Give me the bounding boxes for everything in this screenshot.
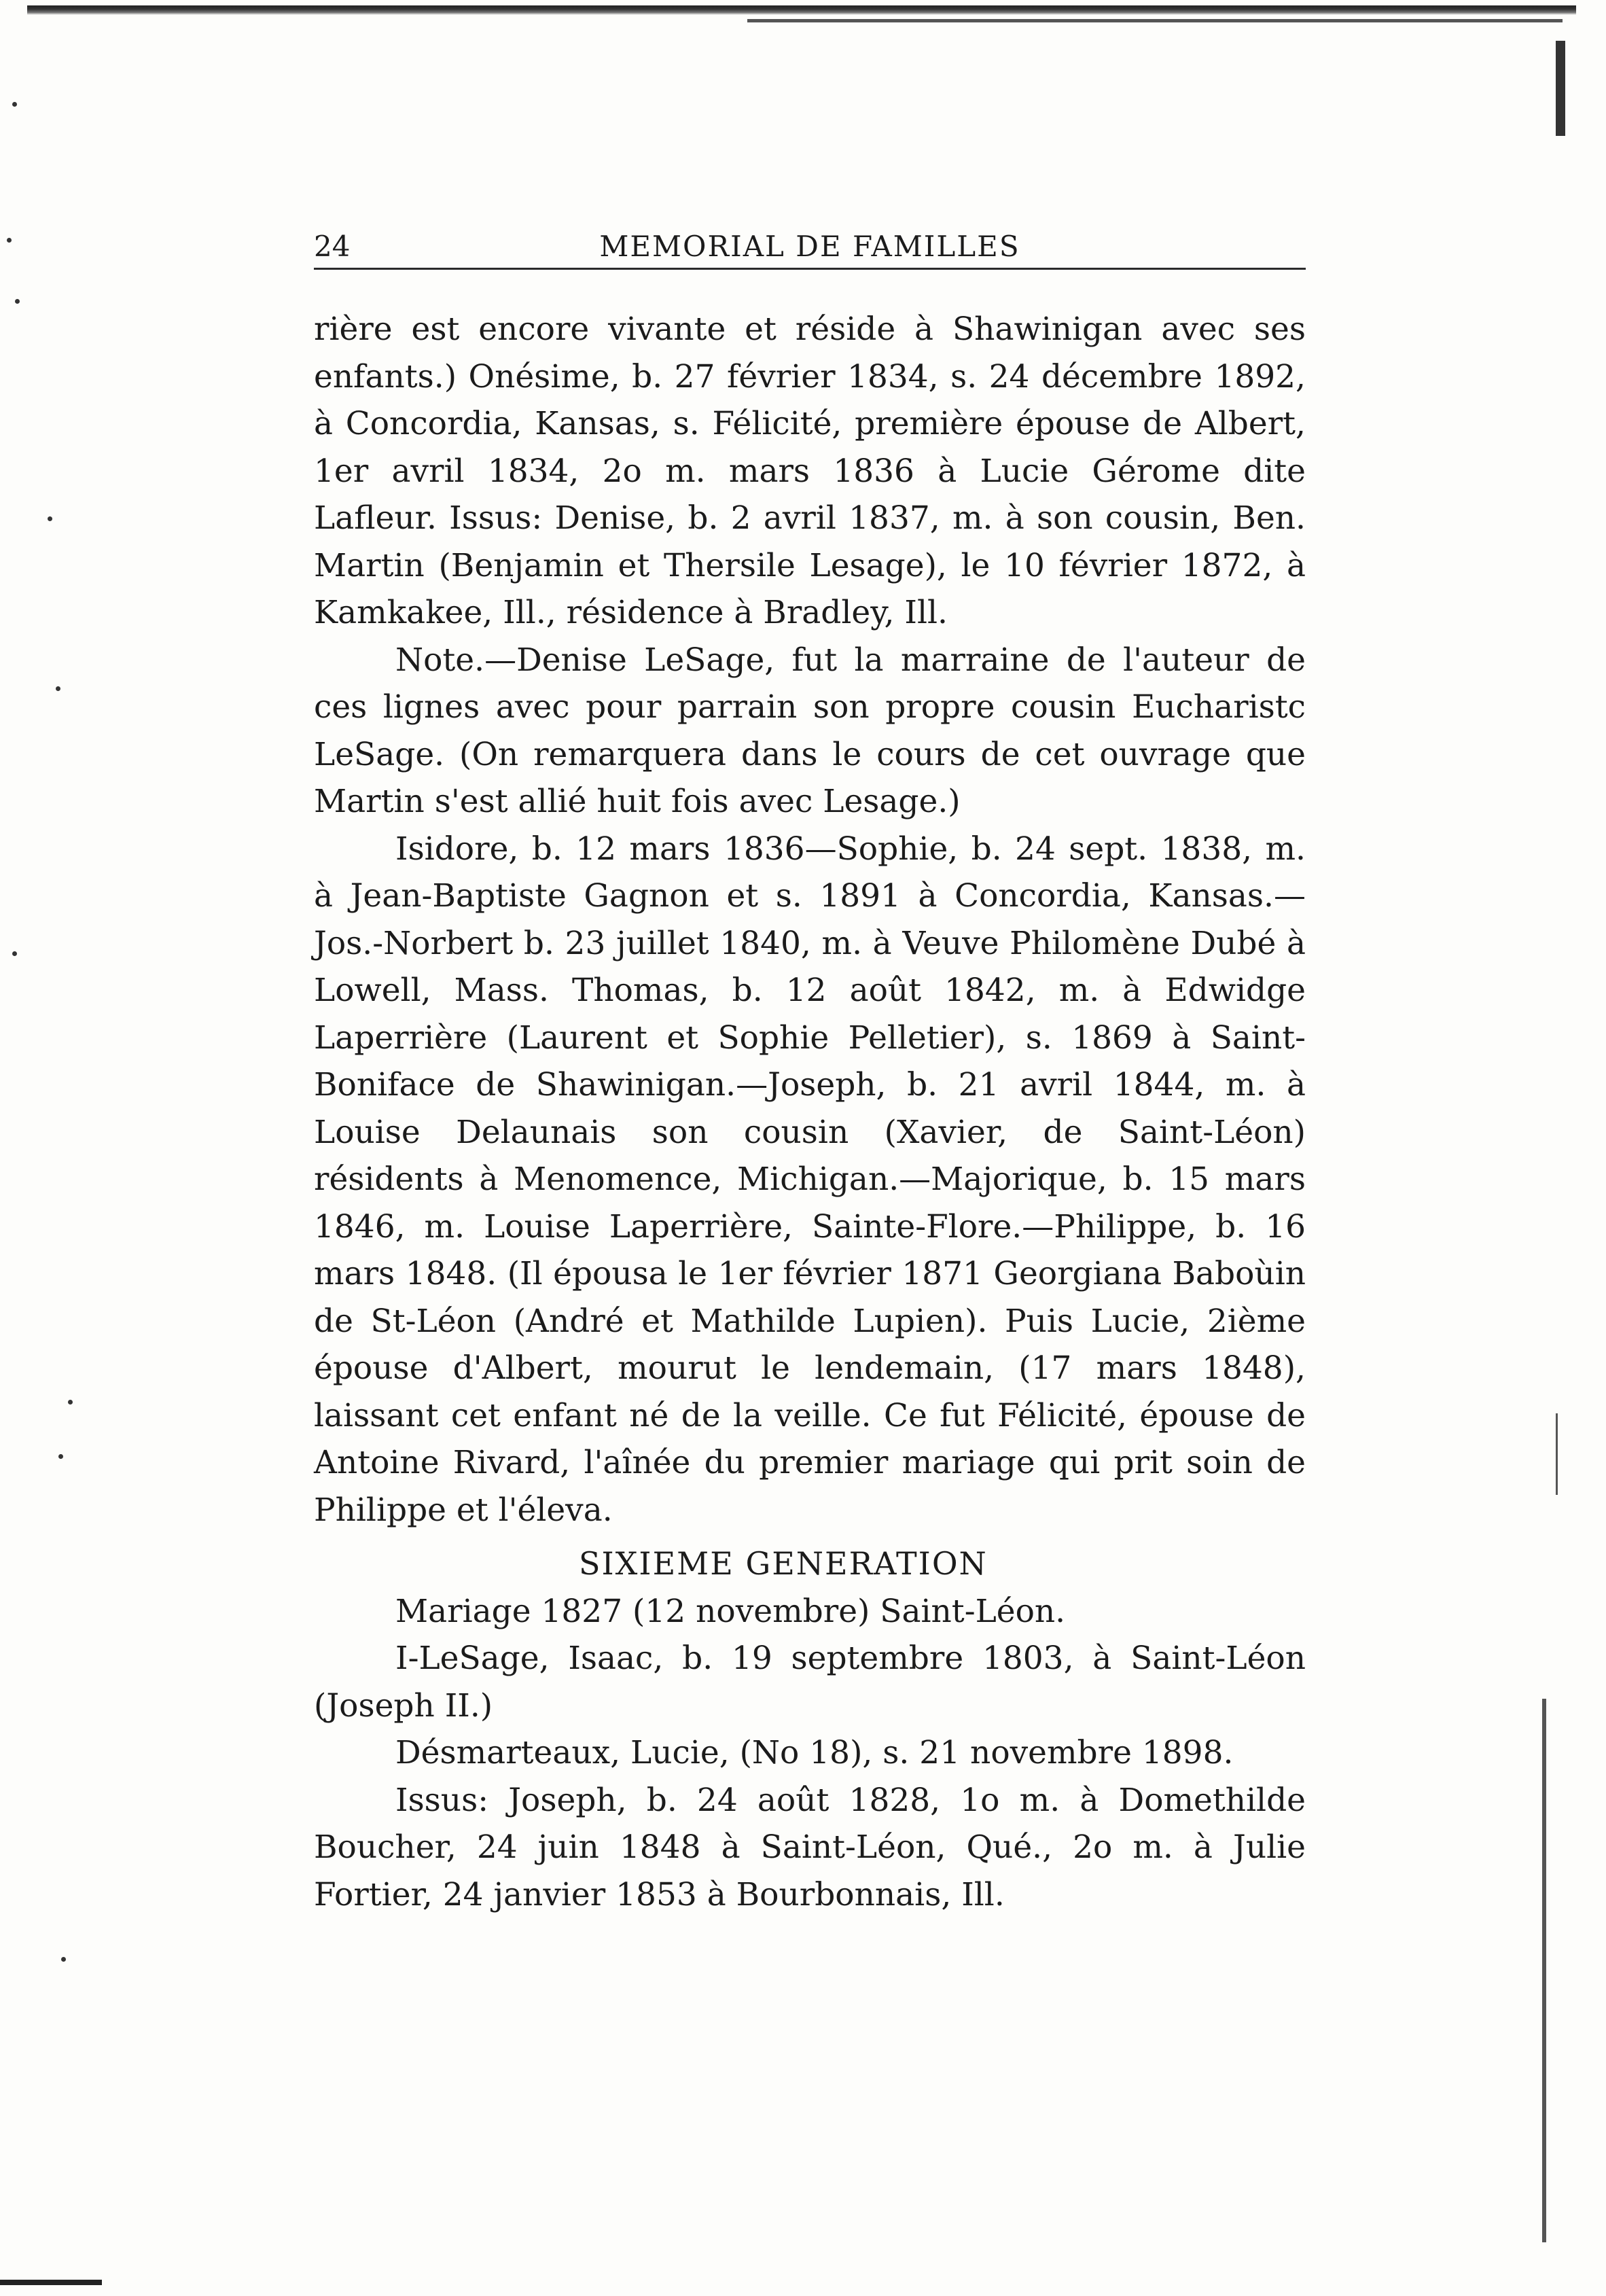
scan-speck — [68, 1400, 73, 1405]
paragraph-continuation: rière est encore vivante et réside à Shawinigan avec ses enfants.) Onésime, b. 27 février 1834, s. 24 décembre 1892, à Concordia, Kansas, s. Félicité, première épouse de Albert, 1er avril 1834, 2o m. mars 1836 à Lucie Gérome dite Lafleur. Issus: Denise, b. 2 avril 1837, m. à son cousin, Ben. Martin (Benjamin et Thersile Lesage), le 10 février 1872, à Kamkakee, Ill., résidence à Bradley, Ill. — [314, 311, 1306, 631]
scan-speck — [12, 951, 17, 956]
page-body — [314, 306, 1306, 1918]
running-title: MEMORIAL DE FAMILLES — [599, 230, 1020, 263]
scan-speck — [12, 102, 17, 107]
scan-edge-right — [1556, 41, 1565, 136]
scan-noise — [1556, 1413, 1558, 1495]
scan-noise — [1542, 1699, 1546, 2242]
page-number: 24 — [314, 230, 351, 263]
scan-edge-top — [27, 5, 1576, 15]
scan-speck — [48, 516, 52, 521]
entry-wife: Désmarteaux, Lucie, (No 18), s. 21 novembre 1898. — [395, 1734, 1234, 1771]
scan-speck — [58, 1454, 63, 1459]
entry-husband: I-LeSage, Isaac, b. 19 septembre 1803, à Saint-Léon (Joseph II.) — [314, 1640, 1306, 1725]
entry-marriage: Mariage 1827 (12 novembre) Saint-Léon. — [395, 1592, 1066, 1630]
paragraph-children: Isidore, b. 12 mars 1836—Sophie, b. 24 sept. 1838, m. à Jean-Baptiste Gagnon et s. 1891 à Concordia, Kansas.—Jos.-Norbert b. 23 juillet 1840, m. à Veuve Philomène Dubé à Lowell, Mass. Thomas, b. 12 août 1842, m. à Edwidge Laperrière (Laurent et Sophie Pelletier), s. 1869 à Saint-Boniface de Shawinigan.—Joseph, b. 21 avril 1844, m. à Louise Delaunais son cousin (Xavier, de Saint-Léon) résidents à Menomence, Michigan.—Majorique, b. 15 mars 1846, m. Louise Laperrière, Sainte-Flore.—Philippe, b. 16 mars 1848. (Il épousa le 1er février 1871 Georgiana Baboùin de St-Léon (André et Mathilde Lupien). Puis Lucie, 2ième épouse d'Albert, mourut le lendemain, (17 mars 1848), laissant cet enfant né de la veille. Ce fut Félicité, épouse de Antoine Rivard, l'aînée du premier mariage qui prit soin de Philippe et l'éleva. — [314, 830, 1306, 1529]
scan-speck — [56, 686, 60, 691]
paragraph-note: Note.—Denise LeSage, fut la marraine de l'auteur de ces lignes avec pour parrain son propre cousin Eucharistc LeSage. (On remarquera dans le cours de cet ouvrage que Martin s'est allié huit fois avec Lesage.) — [314, 641, 1306, 820]
scan-speck — [61, 1957, 66, 1962]
entry-issue: Issus: Joseph, b. 24 août 1828, 1o m. à Domethilde Boucher, 24 juin 1848 à Saint-Léon, Qué., 2o m. à Julie Fortier, 24 janvier 1853 à Bourbonnais, Ill. — [314, 1781, 1306, 1913]
scan-edge-bottom — [0, 2280, 102, 2285]
scan-edge-top-shadow — [747, 19, 1563, 22]
scan-speck — [15, 299, 20, 304]
running-header — [314, 224, 1306, 270]
scan-speck — [7, 238, 12, 243]
section-heading: SIXIEME GENERATION — [579, 1545, 988, 1582]
